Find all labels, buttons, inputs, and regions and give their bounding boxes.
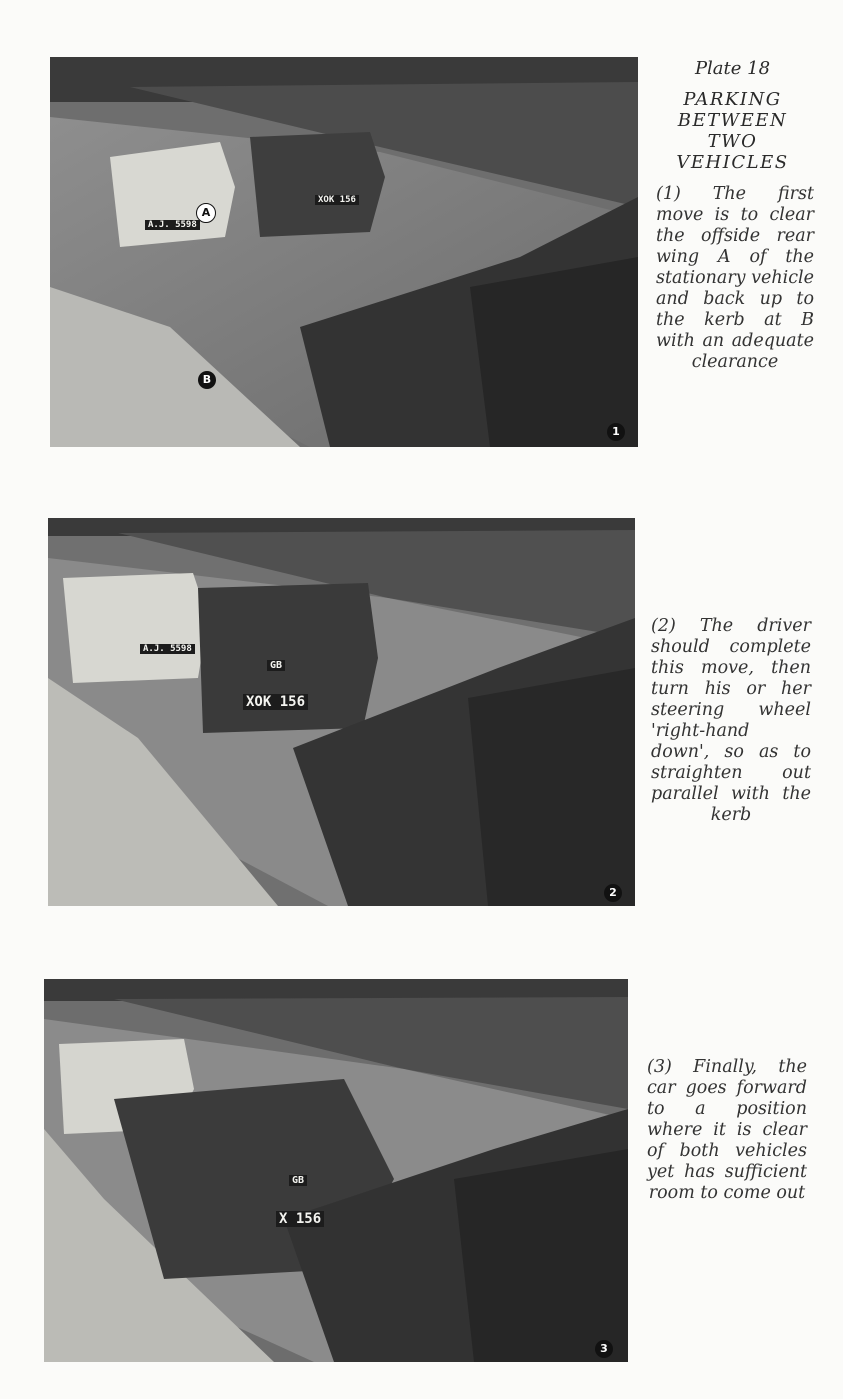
caption-1: (1) The first move is to clear the offside rear wing A of the stationary vehicle and back up to the kerb at B with an adequate clearance	[656, 184, 814, 372]
heading-line: VEHICLES	[676, 152, 789, 173]
number-plate: A.J. 5598	[140, 644, 195, 654]
marker-a: A	[196, 203, 216, 223]
heading	[650, 89, 815, 173]
number-plate: GB	[267, 660, 285, 671]
heading-line: BETWEEN	[677, 110, 788, 131]
heading-line: TWO	[707, 131, 758, 152]
photo-number-badge: 1	[607, 423, 625, 441]
number-plate: GB	[289, 1175, 307, 1186]
marker-b: B	[198, 371, 216, 389]
number-plate: X 156	[276, 1211, 324, 1227]
heading-line: PARKING	[683, 89, 782, 110]
number-plate: A.J. 5598	[145, 220, 200, 230]
caption-2: (2) The driver should complete this move, then turn his or her steering wheel 'right-hand down', so as to straighten out parallel with the kerb	[651, 616, 811, 825]
photo-3	[44, 979, 628, 1362]
number-plate: XOK 156	[243, 694, 308, 710]
caption-3: (3) Finally, the car goes forward to a position where it is clear of both vehicles yet has sufficient room to come out	[647, 1057, 807, 1203]
number-plate: XOK 156	[315, 195, 359, 205]
photo-number-badge: 2	[604, 884, 622, 902]
photo-number-badge: 3	[595, 1340, 613, 1358]
plate-title: Plate 18	[694, 58, 771, 79]
photo-2	[48, 518, 635, 906]
photo-1	[50, 57, 638, 447]
